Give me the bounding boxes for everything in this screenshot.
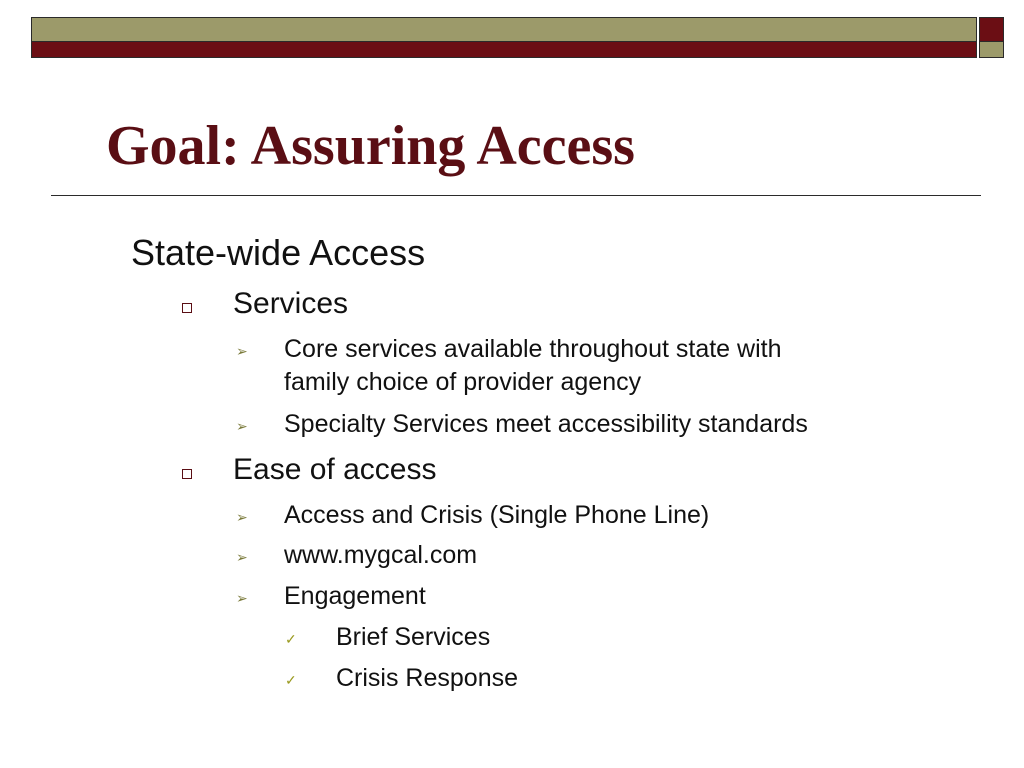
hollow-square-icon [182,469,192,479]
arrow-bullet-icon: ➢ [236,343,248,359]
arrow-bullet-icon: ➢ [236,418,248,434]
ease-item-1: Access and Crisis (Single Phone Line) [284,501,710,529]
checkmark-icon: ✓ [285,672,297,688]
checkmark-icon: ✓ [285,631,297,647]
arrow-bullet-icon: ➢ [236,590,248,606]
ease-item-2: www.mygcal.com [284,541,478,569]
slide-title: Goal: Assuring Access [106,115,635,177]
level0-text: State-wide Access [131,232,426,273]
engagement-item-1: Brief Services [336,623,491,651]
ease-item-3: Engagement [284,582,426,610]
services-item-1-line1: Core services available throughout state with [284,335,782,363]
arrow-bullet-icon: ➢ [236,509,248,525]
services-heading: Services [233,287,349,320]
arrow-bullet-icon: ➢ [236,549,248,565]
hollow-square-icon [182,303,192,313]
services-item-1-line2: family choice of provider agency [284,368,642,396]
services-item-2: Specialty Services meet accessibility standards [284,410,808,438]
engagement-item-2: Crisis Response [336,664,519,692]
ease-heading: Ease of access [233,453,437,486]
